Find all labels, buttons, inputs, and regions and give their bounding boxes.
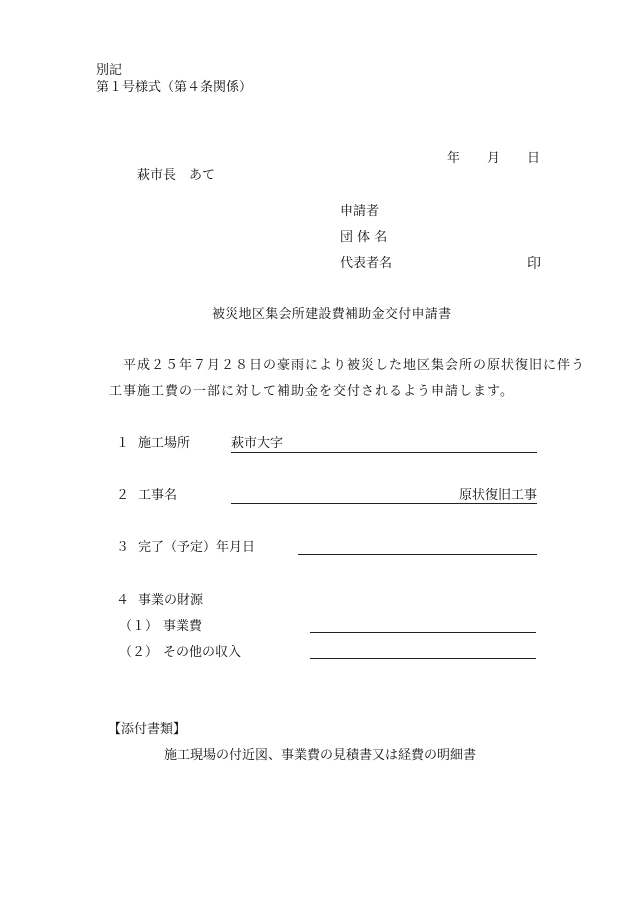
construction-site-field[interactable] [231, 452, 537, 453]
item-4-2-label: その他の収入 [163, 645, 242, 660]
other-income-field[interactable] [310, 658, 536, 659]
addressee: 萩市長 あて [137, 168, 216, 183]
form-number-label: 第１号様式（第４条関係） [96, 80, 253, 95]
project-cost-field[interactable] [310, 632, 536, 633]
appendix-label: 別記 [96, 63, 123, 78]
item-1-label: 施工場所 [138, 436, 191, 451]
construction-name-field[interactable] [231, 503, 537, 504]
body-line-1: 平成２５年７月２８日の豪雨により被災した地区集会所の原状復旧に伴う [123, 358, 586, 373]
item-4-2-number: （２） [119, 645, 159, 660]
item-4-1-number: （１） [119, 619, 159, 634]
representative-name-label: 代表者名 [340, 256, 393, 271]
document-title: 被災地区集会所建設費補助金交付申請書 [212, 307, 452, 322]
attachments-content: 施工現場の付近図、事業費の見積書又は経費の明細書 [164, 748, 477, 763]
completion-date-field[interactable] [298, 554, 537, 555]
date-day-label: 日 [527, 151, 541, 166]
item-4-number: ４ [116, 593, 130, 608]
item-3-label: 完了（予定）年月日 [138, 540, 256, 555]
org-name-label: 団 体 名 [340, 230, 388, 245]
date-year-label: 年 [447, 151, 461, 166]
body-line-2: 工事施工費の一部に対して補助金を交付されるよう申請します。 [109, 384, 514, 399]
item-2-number: ２ [116, 488, 130, 503]
construction-name-value: 原状復旧工事 [458, 488, 537, 503]
attachments-heading: 【添付書類】 [108, 722, 187, 737]
item-4-label: 事業の財源 [138, 593, 204, 608]
construction-site-value: 萩市大字 [231, 436, 284, 451]
item-1-number: １ [116, 436, 130, 451]
item-4-1-label: 事業費 [163, 619, 203, 634]
date-month-label: 月 [487, 151, 501, 166]
seal-mark: 印 [527, 256, 541, 272]
applicant-label: 申請者 [340, 204, 380, 219]
item-2-label: 工事名 [138, 488, 178, 503]
item-3-number: ３ [116, 540, 130, 555]
